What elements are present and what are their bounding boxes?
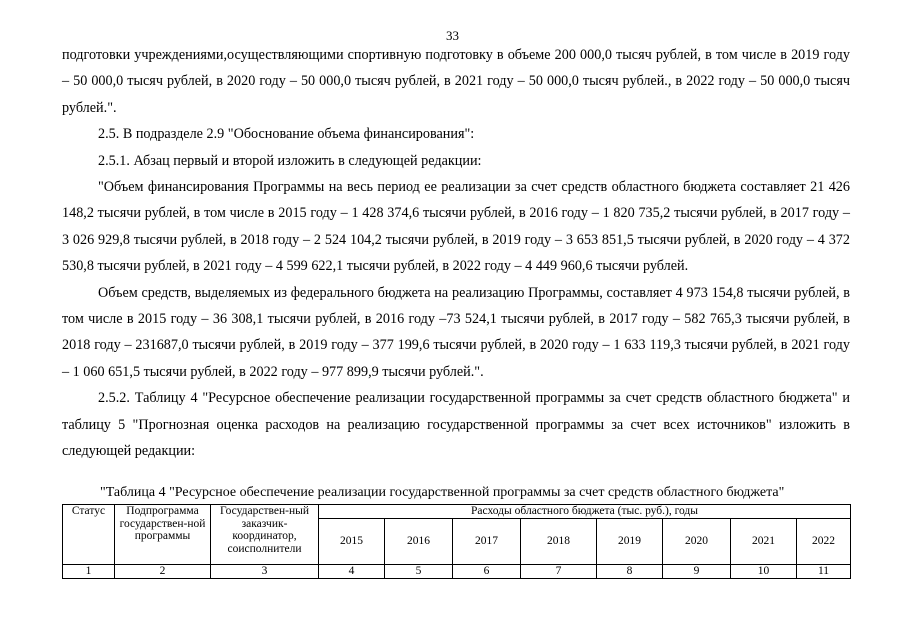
header-year: 2021 [731,518,797,564]
page-number: 33 [446,28,459,43]
table-cell: 10 [731,564,797,578]
paragraph-section-2-5-1: 2.5.1. Абзац первый и второй изложить в следующей редакции: [98,152,482,169]
resource-table [62,504,851,579]
paragraph-section-2-5: 2.5. В подразделе 2.9 "Обоснование объема финансирования": [98,126,475,143]
header-year: 2017 [453,518,521,564]
header-year: 2016 [385,518,453,564]
header-year: 2020 [663,518,731,564]
paragraph-continuation: подготовки учреждениями,осуществляющими спортивную подготовку в объеме 200 000,0 тысяч рублей, в том числе в 2019 году – 50 000,0 тысяч рублей, в 2020 году – 50 000,0 тысяч рублей, в 2021 году – 50 000,0 тысяч рублей., в 2022 году – 50 000,0 тысяч рублей.". [62,47,850,116]
table-cell: 11 [797,564,851,578]
header-subprogram: Подпрограмма государствен-ной программы [115,505,211,565]
paragraph-regional-budget: "Объем финансирования Программы на весь период ее реализации за счет средств областного бюджета составляет 21 426 148,2 тысячи рублей, в том числе в 2015 году – 1 428 374,6 тысячи рублей, в 2016 году – 1 820 735,2 тысячи рублей, в 2017 году – 3 026 929,8 тысячи рублей, в 2018 году – 2 524 104,2 тысячи рублей, в 2019 году – 3 653 851,5 тысячи рублей, в 2020 году – 4 372 530,8 тысячи рублей, в 2021 году – 4 599 622,1 тысячи рублей, в 2022 году – 4 449 960,6 тысячи рублей. [62,179,850,275]
table-cell: 9 [663,564,731,578]
header-expenses: Расходы областного бюджета (тыс. руб.), годы [319,505,851,519]
table-cell: 2 [115,564,211,578]
numbering-row [63,564,851,578]
table-cell: 5 [385,564,453,578]
table-cell: 4 [319,564,385,578]
table-cell: 6 [453,564,521,578]
table-cell: 3 [211,564,319,578]
paragraph-federal-budget: Объем средств, выделяемых из федерального бюджета на реализацию Программы, составляет 4 973 154,8 тысячи рублей, в том числе в 2015 году – 36 308,1 тысячи рублей, в 2016 году –73 524,1 тысячи рублей, в 2017 году – 582 765,3 тысячи рублей, в 2018 году – 231687,0 тысячи рублей, в 2019 году – 377 199,6 тысячи рублей, в 2020 году – 1 633 119,3 тысячи рублей, в 2021 году – 1 060 651,5 тысячи рублей, в 2022 году – 977 899,9 тысячи рублей.". [62,284,850,380]
table-caption: "Таблица 4 "Ресурсное обеспечение реализации государственной программы за счет средств областного бюджета" [100,485,785,500]
table-cell: 1 [63,564,115,578]
header-year: 2015 [319,518,385,564]
body-text [62,42,850,465]
header-year: 2018 [521,518,597,564]
paragraph-section-2-5-2: 2.5.2. Таблицу 4 "Ресурсное обеспечение реализации государственной программы за счет средств областного бюджета" и таблицу 5 "Прогнозная оценка расходов на реализацию государственной программы за счет всех источников" изложить в следующей редакции: [62,390,850,460]
header-customer: Государствен-ный заказчик-координатор, соисполнители [211,505,319,565]
header-year: 2022 [797,518,851,564]
header-status: Статус [63,505,115,565]
header-year: 2019 [597,518,663,564]
table-cell: 7 [521,564,597,578]
table-cell: 8 [597,564,663,578]
